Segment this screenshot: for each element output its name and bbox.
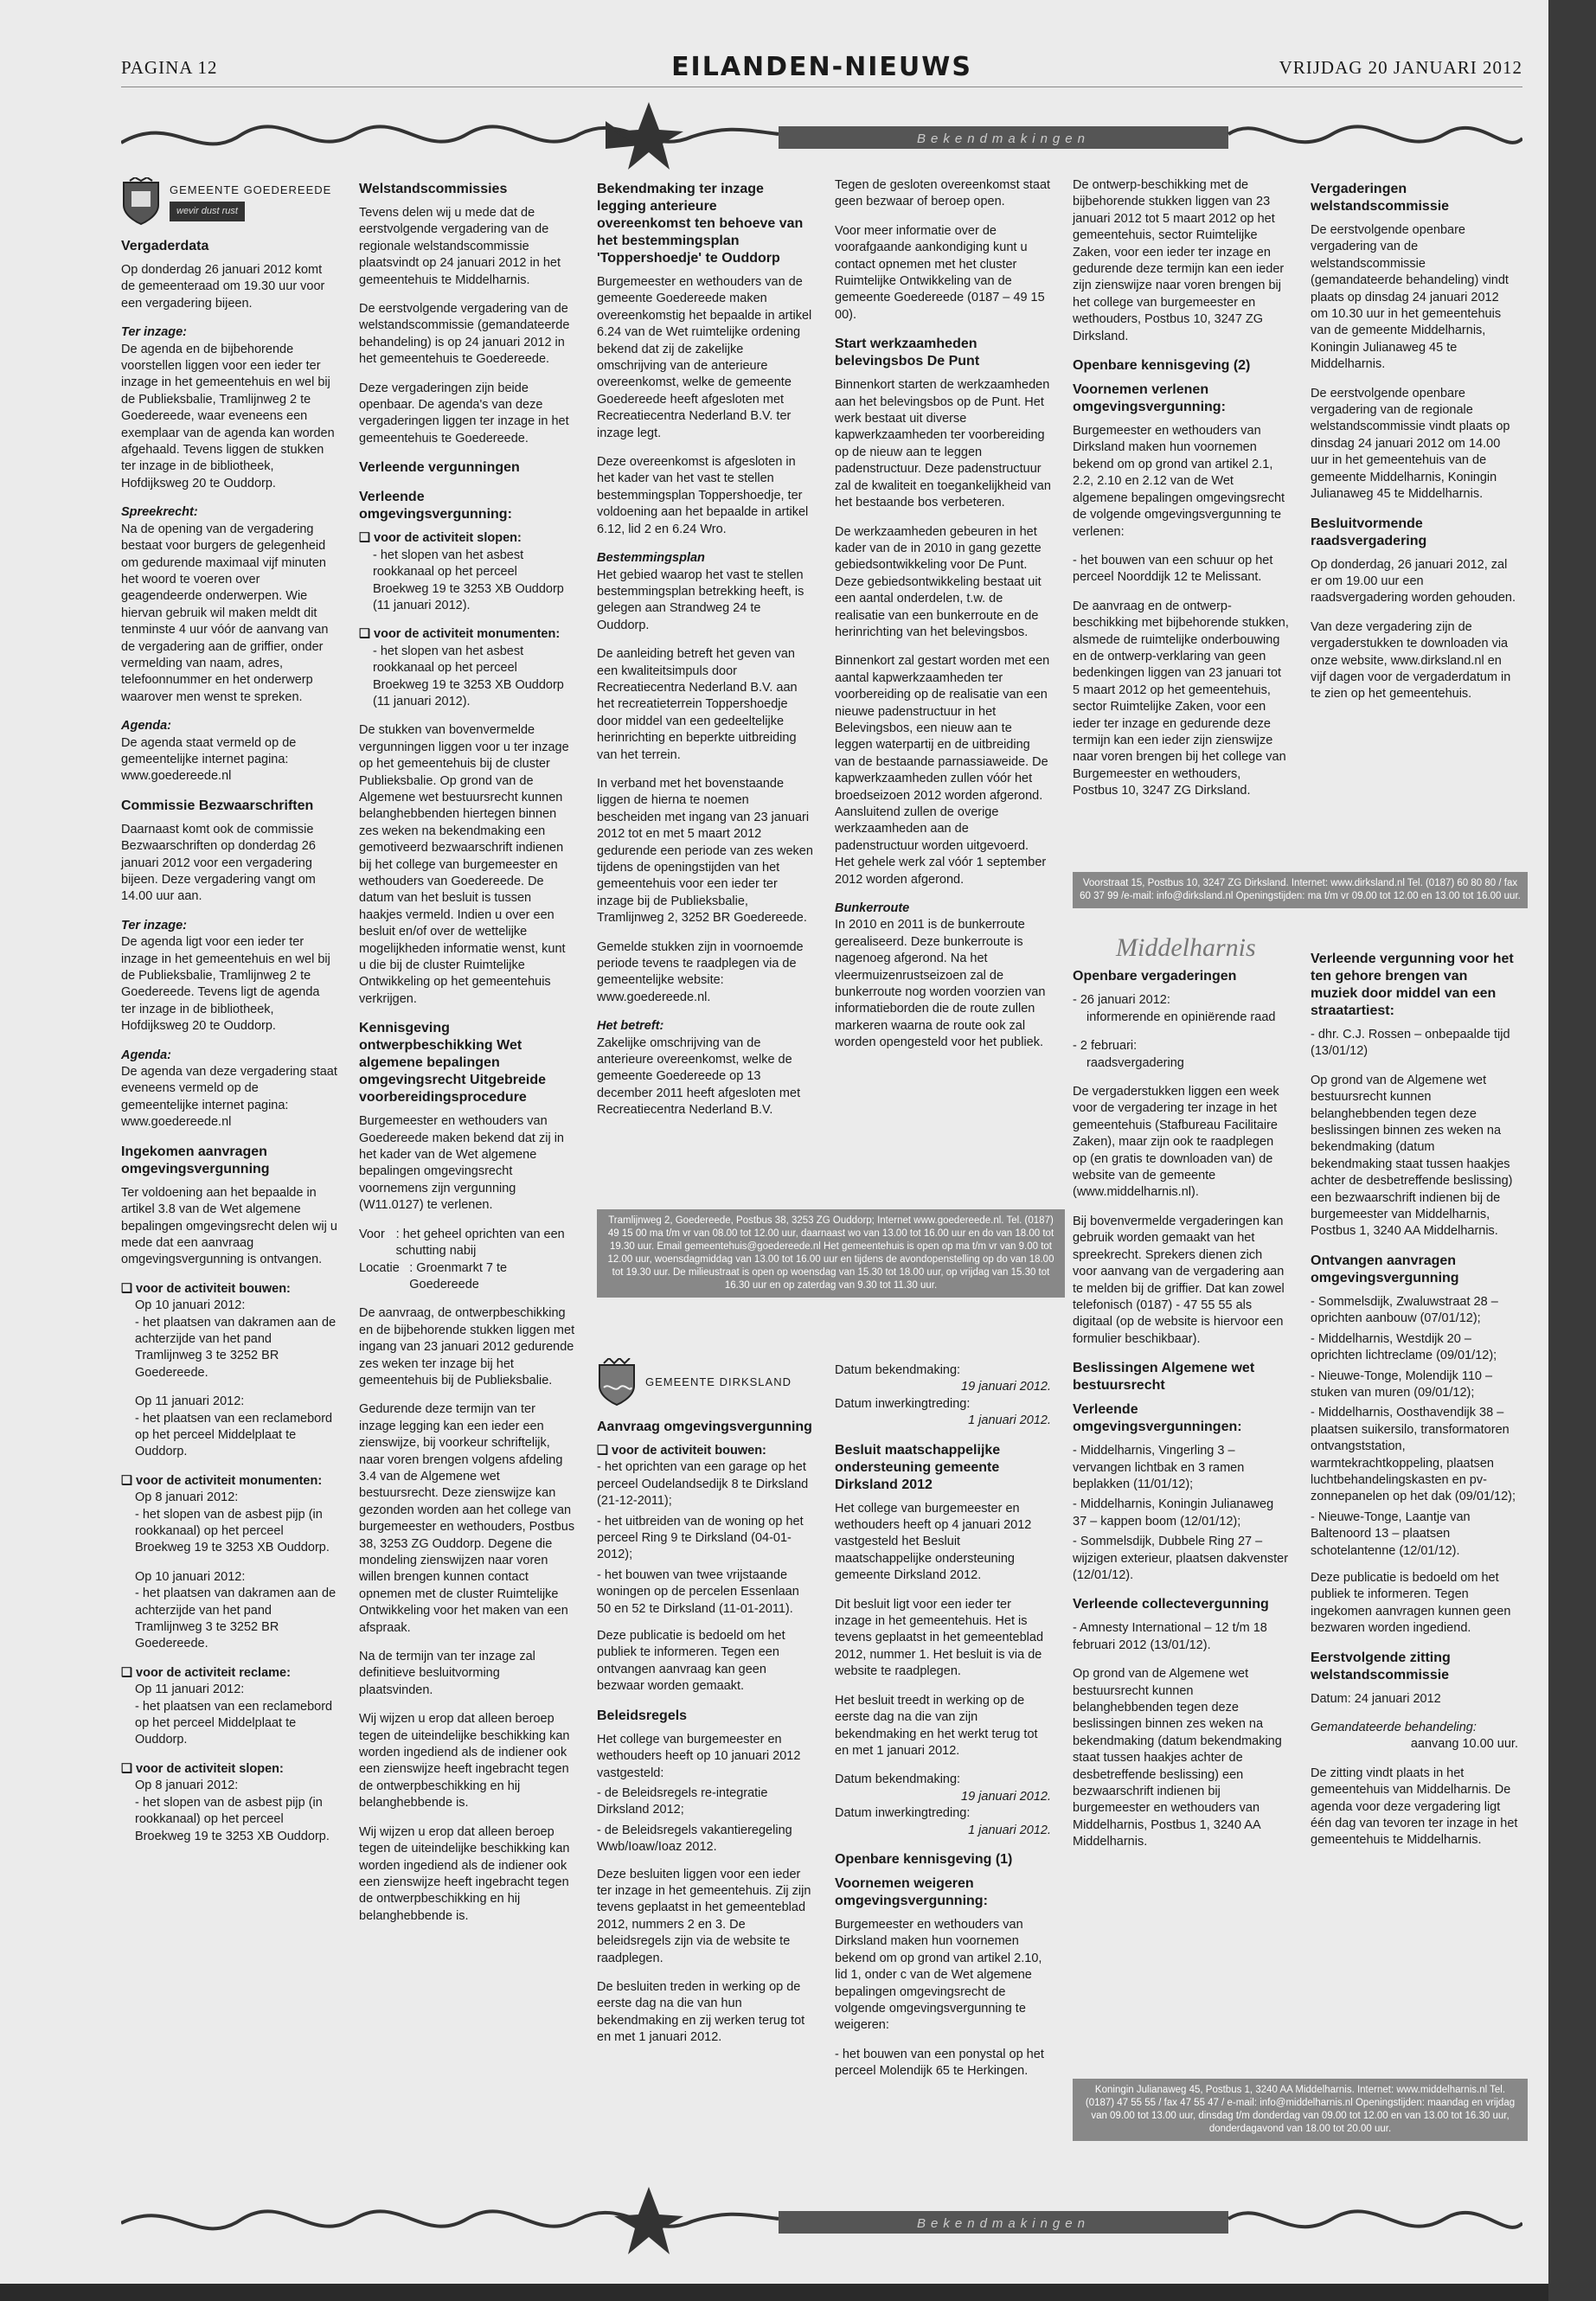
beleid-list <box>597 1785 813 1856</box>
vergaderdata-text: Op donderdag 26 januari 2012 komt de gemeenteraad om 19.30 uur voor een vergadering bijeen. <box>121 263 325 311</box>
dirksland-name: GEMEENTE DIRKSLAND <box>645 1375 792 1389</box>
bouwen-2-text: - het plaatsen van een reclamebord op het perceel Middelplaat te Ouddorp. <box>135 1411 333 1459</box>
list-item: - Middelharnis, Oosthavendijk 38 – plaatsen suikersilo, transformatoren ontvangststation, warmtekrachtkoppeling, plaatsen luchtbehandelingskasten en pv-zonnepanelen op het dak (09/01/12); <box>1311 1406 1516 1504</box>
c7-datum: Datum: 24 januari 2012 <box>1311 1691 1441 1706</box>
monumenten-1-date: Op 8 januari 2012: <box>135 1490 239 1505</box>
wave-ornament-top <box>121 95 1522 173</box>
monumenten-2-text: - het plaatsen van dakramen aan de achterzijde van het pand Tramlijnweg 3 te 3252 BR Goedereede. <box>135 1586 337 1651</box>
agenda2-heading: Agenda: <box>121 1048 171 1062</box>
ter-inzage2-heading: Ter inzage: <box>121 918 188 933</box>
page-header <box>121 52 1522 87</box>
d-p8: Burgemeester en wethouders van Dirksland maken hun voornemen bekend om op grond van artikel 2.10, lid 1, onder c van de Wet algemene bepalingen omgevingsrecht de volgende omgevingsvergunning te weigeren: <box>835 1917 1042 2033</box>
v1-date: - 26 januari 2012: <box>1073 993 1170 1008</box>
c3-p5: In verband met het bovenstaande liggen de hierna te noemen bescheiden met ingang van 23 januari 2012 tot en met 5 maart 2012 gedurende een periode van zes weken tijdens de openingstijden van het gemeentehuis voor een ieder ter inzage bij de Publieksbalie, Tramlijnweg 2, 3252 BR Goedereede. <box>597 776 813 926</box>
datum-ink2: 1 januari 2012. <box>968 1823 1051 1837</box>
kennis-p4: Na de termijn van ter inzage zal definitieve besluitvorming plaatsvinden. <box>359 1650 535 1697</box>
column-goedereede-4 <box>835 177 1051 1064</box>
collecte-text: - Amnesty International – 12 t/m 18 februari 2012 (13/01/12). <box>1073 1621 1267 1652</box>
collecte-heading: Verleende collectevergunning <box>1073 1597 1269 1612</box>
besluitvormende-heading: Besluitvormende raadsvergadering <box>1311 516 1427 548</box>
middelharnis-logo: Middelharnis <box>1116 933 1256 962</box>
commissie-text: Daarnaast komt ook de commissie Bezwaarschriften op donderdag 26 januari 2012 voor een vergadering bijeen. Deze vergadering vangt om 14.00 uur aan. <box>121 822 316 904</box>
agenda2-text: De agenda van deze vergadering staat eveneens vermeld op de gemeentelijke internet pagina: www.goedereede.nl <box>121 1065 337 1130</box>
kennis-p1: Burgemeester en wethouders van Goedereede maken bekend dat zij in het kader van de Wet algemene bepalingen omgevingsrecht voornemens zijn vergunning (W11.0127) te verlenen. <box>359 1114 564 1213</box>
welstand-p3: Deze vergaderingen zijn beide openbaar. De agenda's van deze vergaderingen liggen ter inzage in het gemeentehuis te Goedereede. <box>359 381 569 445</box>
c2-monumenten-text: - het slopen van het asbest rookkanaal op het perceel Broekweg 19 te 3253 XB Ouddorp (11 januari 2012). <box>373 644 564 708</box>
list-item: - Middelharnis, Westdijk 20 – oprichten lichtreclame (09/01/12); <box>1311 1331 1497 1363</box>
v2-date: - 2 februari: <box>1073 1039 1138 1054</box>
column-dirksland-2 <box>835 1362 1051 2093</box>
list-item: - Middelharnis, Koningin Julianaweg 37 – kappen boom (12/01/12); <box>1073 1497 1274 1529</box>
verleende-list <box>1073 1443 1289 1584</box>
list-item: - Sommelsdijk, Zwaluwstraat 28 – oprichten aanbouw (07/01/12); <box>1311 1294 1498 1326</box>
d-p7: Het besluit treedt in werking op de eerste dag na die van zijn bekendmaking en het werkt terug tot en met 1 januari 2012. <box>835 1693 1038 1758</box>
column-goedereede-2 <box>359 169 575 1937</box>
d-p4: De besluiten treden in werking op de eerste dag na die van hun bekendmaking en zij werken terug tot en met 1 januari 2012. <box>597 1979 805 2045</box>
crest-icon <box>597 1358 637 1407</box>
goedereede-contact-box: Tramlijnweg 2, Goedereede, Postbus 38, 3253 ZG Ouddorp; Internet www.goedereede.nl. Tel. (0187) 49 15 00 ma t/m vr van 08.00 tot 12.00 uur, daarnaast wo van 13.00 tot 16.00 uur en do van 18.00 tot 19.30 uur. Email gemeentehuis@goedereede.nl Het gemeentehuis is open op ma t/m vr van 9.00 tot 12.00 uur, woensdagmiddag van 13.00 tot 16.00 uur en tijdens de avondopenstelling op do van 18.00 tot 19.30 uur. De milieustraat is open op woensdag van 15.30 tot 18.00 uur, op vrijdag van 15.30 tot 16.30 uur en op zaterdag van 9.30 tot 11.30 uur. <box>597 1209 1065 1298</box>
spreekrecht-heading: Spreekrecht: <box>121 505 198 520</box>
straatartiest-text: - dhr. C.J. Rossen – onbepaalde tijd (13/01/12) <box>1311 1028 1510 1059</box>
goedereede-name: GEMEENTE GOEDEREEDE <box>170 183 332 197</box>
c2-stukken: De stukken van bovenvermelde vergunningen liggen voor u ter inzage op het gemeentehuis bij de cluster Publieksbalie. Op grond van de Algemene wet bestuursrecht kunnen belanghebbenden hiertegen binnen zes weken na bekendmaking een gemotiveerd bezwaarschrift indienen bij het college van burgemeester en wethouders van Goedereede. De datum van het besluit is tussen haakjes vermeld. Indien u over een besluit en/of over de wettelijke mogelijkheden informatie wenst, kunt u die bij de cluster Ruimtelijke Ontwikkeling op het gemeentehuis verkrijgen. <box>359 723 569 1006</box>
list-item: - Nieuwe-Tonge, Molendijk 110 – stuken van muren (09/01/12); <box>1311 1368 1493 1400</box>
agenda-text: De agenda staat vermeld op de gemeentelijke internet pagina: www.goedereede.nl <box>121 735 297 784</box>
column-goedereede-1 <box>121 177 337 1857</box>
vergaderdata-heading: Vergaderdata <box>121 239 209 253</box>
c6-p2: Burgemeester en wethouders van Dirksland maken hun voornemen bekend om op grond van artikel 2.1, 2.2, 2.10 en 2.12 van de Wet algemene bepalingen omgevingsrecht de volgende omgevingsvergunning te verlenen: <box>1073 424 1285 539</box>
masthead: EILANDEN-NIEUWS <box>671 52 972 82</box>
d-p1: Deze publicatie is bedoeld om het publiek te informeren. Tegen een ontvangen aanvraag kan geen bezwaar worden gemaakt. <box>597 1629 785 1694</box>
locatie-row <box>359 1260 575 1294</box>
list-item: - Nieuwe-Tonge, Laantje van Baltenoord 13 – plaatsen schotelantenne (12/01/12). <box>1311 1509 1471 1558</box>
dirksland-contact-box: Voorstraat 15, Postbus 10, 3247 ZG Dirksland. Internet: www.dirksland.nl Tel. (0187) 60 80 80 / fax 60 37 99 /e-mail: info@dirksland.nl Openingstijden: ma t/m vr 09.00 tot 12.00 en 13.00 tot 16.00 uur. <box>1073 872 1528 908</box>
welstand-p2: De eerstvolgende vergadering van de welstandscommissie (gemandateerde behandeling) is op 24 januari 2012 in het gemeentehuis te Goedereede. <box>359 302 570 367</box>
column-6 <box>1073 177 1289 812</box>
v2-text: raadsvergadering <box>1086 1055 1184 1070</box>
agenda-heading: Agenda: <box>121 719 171 734</box>
straatartiest-heading: Verleende vergunning voor het ten gehore brengen van muziek door middel van een straatartiest: <box>1311 952 1514 1018</box>
c4-p6: In 2010 en 2011 is de bunkerroute gerealiseerd. Deze bunkerroute is nagenoeg afgerond. Na het vleermuizenrustseizoen zal de bunkerroute nog worden voorzien van informatieborden die de route zullen markeren waarna de route ook zal worden opengesteld voor het publiek. <box>835 918 1046 1050</box>
d-p9: - het bouwen van een ponystal op het perceel Molendijk 65 te Herkingen. <box>835 2047 1044 2079</box>
d-p3: Deze besluiten liggen voor een ieder ter inzage in het gemeentehuis. Zij zijn tevens geplaatst in het gemeenteblad 2012, nummers 2 en 3. De beleidsregels zijn via de website te raadplegen. <box>597 1867 811 1965</box>
slopen-heading: ❑ voor de activiteit slopen: <box>121 1761 284 1776</box>
ter-inzage2-text: De agenda ligt voor een ieder ter inzage in het gemeentehuis en wel bij de Publieksbalie, Tramlijnweg 2 te Goedereede. Tevens ligt de agenda ter inzage in de bibliotheek, Hofdijksweg 20 te Ouddorp. <box>121 935 330 1034</box>
datum-bek2-label: Datum bekendmaking: <box>835 1772 961 1787</box>
aanvraag-heading: Aanvraag omgevingsvergunning <box>597 1420 812 1434</box>
page-edge <box>1548 0 1596 2301</box>
c3-p4: De aanleiding betreft het geven van een kwaliteitsimpuls door Recreatiecentra Nederland B.V. aan het recreatieterrein Toppershoedje door middel van een gedeeltelijke herinrichting en beperkte uitbreiding van het terrein. <box>597 647 798 762</box>
crest-icon <box>121 177 161 226</box>
list-item: - het uitbreiden van de woning op het perceel Ring 9 te Dirksland (04-01-2012); <box>597 1514 804 1562</box>
beslissingen-heading: Beslissingen Algemene wet bestuursrecht <box>1073 1361 1255 1394</box>
gemandateerde-label: Gemandateerde behandeling: <box>1311 1721 1477 1734</box>
datum-ink2-label: Datum inwerkingtreding: <box>835 1806 971 1821</box>
c3-p3: Het gebied waarop het vast te stellen bestemmingsplan betrekking heeft, is gelegen aan Strandweg 24 te Ouddorp. <box>597 567 804 632</box>
c6-p7: Op grond van de Algemene wet bestuursrecht kunnen belanghebbenden tegen deze beslissingen binnen zes weken na bekendmaking (datum bekendmaking staat tussen haakjes achter de desbetreffende beslissing) een bezwaarschrift indienen bij burgemeester en wethouders van Middelharnis, Postbus 1, 3240 AA Middelharnis. <box>1073 1667 1282 1849</box>
reclame-text: - het plaatsen van een reclamebord op het perceel Middelplaat te Ouddorp. <box>135 1699 333 1747</box>
kennis-p6: Wij wijzen u erop dat alleen beroep tegen de uiteindelijke beschikking kan worden ingediend als de indiener ook een zienswijze heeft ingebracht tegen de ontwerpbeschikking en hij belanghebbende is. <box>359 1824 570 1923</box>
kennisgeving-heading: Kennisgeving ontwerpbeschikking Wet algemene bepalingen omgevingsrecht Uitgebreide voorbereidingsprocedure <box>359 1021 547 1106</box>
column-middelharnis-3 <box>1311 939 1518 1862</box>
datum-ink-label: Datum inwerkingtreding: <box>835 1396 971 1411</box>
ontvangen-list <box>1311 1294 1518 1560</box>
banner-label: Bekendmakingen <box>917 2216 1090 2231</box>
spreekrecht-text: Na de opening van de vergadering bestaat voor burgers de gelegenheid om gedurende maximaal vijf minuten het woord te voeren over geagendeerde onderwerpen. Wie hiervan gebruik wil maken meldt dit tenminste 4 uur vóór de aanvang van de vergadering aan de griffier, onder vermelding van naam, adres, telefoonnummer en het onderwerp waarover men wenst te spreken. <box>121 522 329 704</box>
list-item: - Middelharnis, Vingerling 3 – vervangen lichtbak en 3 ramen beplakken (11/01/12); <box>1073 1444 1245 1491</box>
d-p6: Dit besluit ligt voor een ieder ter inzage in het gemeentehuis. Het is tevens geplaatst in het gemeenteblad 2012, nummer 1. Het besluit is via de website te raadplegen. <box>835 1597 1044 1679</box>
c6-p4: De aanvraag en de ontwerp-beschikking met bijbehorende stukken, alsmede de ruimtelijke onderbouwing en de ontwerp-verklaring van geen bedenkingen liggen van 23 januari tot 5 maart 2012 op het gemeentehuis, sector Ruimtelijke Zaken, voor een ieder ter inzage en gedurende deze termijn kan een ieder zijn zienswijze naar voren brengen bij het college van Burgemeester en wethouders, Postbus 10, 3247 ZG Dirksland. <box>1073 599 1289 798</box>
c4-p3: Binnenkort starten de werkzaamheden aan het belevingsbos op de Punt. Het werk bestaat uit diverse kapwerkzaamheden ter voorbereiding op de nieuw aan te leggen padenstructuur. Deze padenstructuur zal de kwaliteit en toegankelijkheid van het bestaande bos verbeteren. <box>835 378 1051 510</box>
start-heading: Start werkzaamheden belevingsbos De Punt <box>835 336 980 369</box>
top-banner <box>121 95 1522 173</box>
ingekomen-text: Ter voldoening aan het bepaalde in artikel 3.8 van de Wet algemene bepalingen omgevingsrecht delen wij u mede dat een aanvraag omgevingsvergunning is ontvangen. <box>121 1185 337 1267</box>
monumenten-1-text: - het slopen van de asbest pijp (in rookkanaal) op het perceel Broekweg 19 te 3253 XB Ouddorp. <box>135 1507 330 1555</box>
c2-slopen-text: - het slopen van het asbest rookkanaal op het perceel Broekweg 19 te 3253 XB Ouddorp (11 januari 2012). <box>373 548 564 612</box>
goedereede-logo <box>121 177 337 226</box>
welstand-vergaderingen-heading: Vergaderingen welstandscommissie <box>1311 182 1450 214</box>
c7-p3: Op donderdag, 26 januari 2012, zal er om 19.00 uur een raadsvergadering worden gehouden. <box>1311 557 1516 606</box>
goedereede-tagline: wevir dust rust <box>170 202 245 221</box>
d-p5: Het college van burgemeester en wethouders heeft op 4 januari 2012 vastgesteld het Besluit maatschappelijke ondersteuning gemeente Dirksland 2012. <box>835 1501 1032 1583</box>
c7-p6: Deze publicatie is bedoeld om het publiek te informeren. Tegen ingekomen aanvragen kunnen geen bezwaren worden ingediend. <box>1311 1570 1511 1636</box>
bouwen-2-date: Op 11 januari 2012: <box>135 1394 245 1409</box>
locatie-label: Locatie <box>359 1260 400 1275</box>
c3-p7: Zakelijke omschrijving van de anterieure overeenkomst, welke de gemeente Goedereede op 13 december 2011 heeft afgesloten met Recreatiecentra Nederland B.V. <box>597 1035 801 1118</box>
c3-p6: Gemelde stukken zijn in voornoemde periode tevens te raadplegen via de gemeentelijke website: www.goedereede.nl. <box>597 939 804 1004</box>
c4-p5: Binnenkort zal gestart worden met een aantal kapwerkzaamheden ter voorbereiding op de realisatie van een nieuwe padenstructuur in het Belevingsbos, een nieuw aan te leggen waterpartij en de uitbreiding van de bestaande parnassiaweide. De kapwerkzaamheden zullen vóór het broedseizoen 2012 worden afgerond. Aansluitend zullen de overige werkzaamheden aan de padenstructuur worden uitgevoerd. Het gehele werk zal vóór 1 september 2012 worden afgerond. <box>835 654 1050 887</box>
c6-p6: Bij bovenvermelde vergaderingen kan gebruik worden gemaakt van het spreekrecht. Sprekers dienen zich voor aanvang van de vergadering aan te melden bij de griffier. Dat kan zowel telefonisch (0187) - 47 55 55 als digitaal (op de website is hiervoor een formulier beschikbaar). <box>1073 1214 1285 1346</box>
c6-p5: De vergaderstukken liggen een week voor de vergadering ter inzage in het gemeentehuis (Stafbureau Facilitaire Zaken), maar zijn ook te raadplegen op (en gratis te downloaden van) de website van de gemeente (www.middelharnis.nl). <box>1073 1085 1279 1200</box>
d-bouwen-heading: ❑ voor de activiteit bouwen: <box>597 1444 766 1458</box>
column-goedereede-3 <box>597 169 813 1131</box>
d-bouwen-list <box>597 1459 813 1618</box>
monumenten-heading: ❑ voor de activiteit monumenten: <box>121 1473 323 1488</box>
betreft-heading: Het betreft: <box>597 1019 664 1034</box>
issue-date: VRIJDAG 20 JANUARI 2012 <box>1279 57 1522 78</box>
ingekomen-heading: Ingekomen aanvragen omgevingsvergunning <box>121 1144 270 1176</box>
monumenten-2-date: Op 10 januari 2012: <box>135 1569 246 1584</box>
c7-p1: De eerstvolgende openbare vergadering van de welstandscommissie (gemandateerde behandeling) vindt plaats op dinsdag 24 januari 2012 om 10.30 uur in het gemeentehuis van de gemeente Middelharnis, Koningin Julianaweg 45 te Middelharnis. <box>1311 223 1509 372</box>
voor-row <box>359 1227 575 1260</box>
commissie-heading: Commissie Bezwaarschriften <box>121 798 314 813</box>
voor-value: : het geheel oprichten van een schutting nabij <box>395 1227 565 1259</box>
banner-label: Bekendmakingen <box>917 131 1090 146</box>
dirksland-logo <box>597 1358 813 1407</box>
voornemen-verlenen-heading: Voornemen verlenen omgevingsvergunning: <box>1073 382 1226 415</box>
c6-p1: De ontwerp-beschikking met de bijbehorende stukken liggen van 23 januari 2012 tot 5 maart 2012 op het gemeentehuis, sector Ruimtelijke Zaken, voor een ieder ter inzage en gedurende deze termijn kan een ieder zijn zienswijze naar voren brengen bij het college van burgemeester en wethouders, Postbus 10, 3247 ZG Dirksland. <box>1073 178 1285 343</box>
bouwen-heading: ❑ voor de activiteit bouwen: <box>121 1281 291 1296</box>
wave-ornament-bottom <box>121 2180 1522 2258</box>
c2-monumenten-heading: ❑ voor de activiteit monumenten: <box>359 627 561 642</box>
c4-p4: De werkzaamheden gebeuren in het kader van de in 2010 in gang gezette gebiedsontwikkeling voor De Punt. Deze gebiedsontwikkeling bestaat uit een aantal onderdelen, t.w. de realisatie van een bunkerroute en de herinrichting van het belevingsbos. <box>835 524 1042 639</box>
c7-p5: Op grond van de Algemene wet bestuursrecht kunnen belanghebbenden tegen deze beslissingen binnen zes weken na bekendmaking (datum bekendmaking staat tussen haakjes achter de desbetreffende beslissing) een bezwaarschrift indienen bij de burgemeester van Middelharnis, Postbus 1, 3240 AA Middelharnis. <box>1311 1073 1513 1239</box>
datum-ink: 1 januari 2012. <box>968 1413 1051 1428</box>
welstand-p1: Tevens delen wij u mede dat de eerstvolgende vergadering van de regionale welstandscommissie plaatsvindt op 24 januari 2012 in het gemeentehuis te Middelharnis. <box>359 206 561 287</box>
list-item: - Sommelsdijk, Dubbele Ring 27 – wijzigen exterieur, plaatsen dakvenster (12/01/12). <box>1073 1535 1289 1582</box>
c7-p7: De zitting vindt plaats in het gemeentehuis van Middelharnis. De agenda voor deze vergadering ligt één dag van tevoren ter inzage in het gemeentehuis te Middelharnis. <box>1311 1766 1518 1848</box>
beleidsregels-heading: Beleidsregels <box>597 1708 688 1723</box>
reclame-date: Op 11 januari 2012: <box>135 1682 245 1697</box>
verleende-sub: Verleende omgevingsvergunning: <box>359 490 512 522</box>
reclame-heading: ❑ voor de activiteit reclame: <box>121 1665 291 1680</box>
v1-text: informerende en opiniërende raad <box>1086 1009 1276 1024</box>
datum-bek2: 19 januari 2012. <box>961 1789 1051 1804</box>
kennis-p5: Wij wijzen u erop dat alleen beroep tegen de uiteindelijke beschikking kan worden ingediend als de indiener ook een zienswijze heeft ingebracht tegen de ontwerpbeschikking en hij belanghebbende is. <box>359 1712 570 1811</box>
c7-p4: Van deze vergadering zijn de vergaderstukken te downloaden via onze website, www.dirksland.nl en vijf dagen voor de vergaderdatum in te zien op het gemeentehuis. <box>1311 619 1511 702</box>
list-item: - de Beleidsregels re-integratie Dirksland 2012; <box>597 1785 768 1817</box>
ontvangen-heading: Ontvangen aanvragen omgevingsvergunning <box>1311 1253 1459 1285</box>
bunkerroute-heading: Bunkerroute <box>835 901 910 916</box>
ter-inzage-text: De agenda en de bijbehorende voorstellen liggen voor een ieder ter inzage in het gemeentehuis en wel bij de Publieksbalie, Tramlijnweg 2 te Goedereede, waar eveneens een exemplaar van de agenda kan worden afgehaald. Tevens liggen de stukken ter inzage in de bibliotheek, Hofdijksweg 20 te Ouddorp. <box>121 342 335 490</box>
c2-slopen-heading: ❑ voor de activiteit slopen: <box>359 531 522 546</box>
middelharnis-contact-box: Koningin Julianaweg 45, Postbus 1, 3240 AA Middelharnis. Internet: www.middelharnis.nl Tel. (0187) 47 55 55 / fax 47 55 47 / e-mail: info@middelharnis.nl Openingstijden: maandag en vrijdag van 09.00 tot 13.00 uur, dinsdag t/m donderdag van 09.00 tot 12.00 en van 13.00 tot 16.30 uur, donderdagavond van 18.00 tot 20.00 uur. <box>1073 2079 1528 2141</box>
column-dirksland-1 <box>597 1358 813 2059</box>
kennisgeving2-heading: Openbare kennisgeving (2) <box>1073 358 1251 374</box>
bestemmingsplan-heading: Bestemmingsplan <box>597 551 705 566</box>
gemandateerde-time: aanvang 10.00 uur. <box>1410 1737 1518 1752</box>
c6-p3: - het bouwen van een schuur op het perceel Noorddijk 12 te Melissant. <box>1073 553 1273 585</box>
slopen-date: Op 8 januari 2012: <box>135 1779 239 1793</box>
kennis-p3: Gedurende deze termijn van ter inzage legging kan een ieder een zienswijze, bij voorkeur schriftelijk, naar voren brengen volgens afdeling 3.4 van de Algemene wet bestuursrecht. Deze zienswijze kan gezonden worden aan het college van burgemeester en wethouders, Postbus 38, 3253 ZG Ouddorp. Degene die mondeling zienswijzen naar voren willen brengen kunnen contact opnemen met de cluster Ruimtelijke Ontwikkeling voor het maken van een afspraak. <box>359 1402 575 1635</box>
locatie-value: : Groenmarkt 7 te Goedereede <box>409 1260 508 1292</box>
c4-p1: Tegen de gesloten overeenkomst staat geen bezwaar of beroep open. <box>835 178 1051 209</box>
kennisgeving1-heading: Openbare kennisgeving (1) <box>835 1851 1013 1867</box>
c7-p2: De eerstvolgende openbare vergadering van de regionale welstandscommissie vindt plaats op dinsdag 24 januari 2012 om 14.00 uur in het gemeentehuis van de gemeente Middelharnis, Koningin Julianaweg 45 te Middelharnis. <box>1311 386 1510 502</box>
bottom-banner <box>121 2180 1522 2258</box>
list-item: - het oprichten van een garage op het perceel Oudelandsedijk 8 te Dirksland (21-12-2011); <box>597 1460 809 1509</box>
c4-p2: Voor meer informatie over de voorafgaande aankondiging kunt u contact opnemen met het cluster Ruimtelijke Ontwikkeling van de gemeente Goedereede (0187 – 49 15 00). <box>835 223 1045 322</box>
ter-inzage-heading: Ter inzage: <box>121 325 188 340</box>
slopen-text: - het slopen van de asbest pijp (in rookkanaal) op het perceel Broekweg 19 te 3253 XB Ouddorp. <box>135 1795 330 1843</box>
besluit-heading: Besluit maatschappelijke ondersteuning gemeente Dirksland 2012 <box>835 1442 1001 1492</box>
voor-label: Voor <box>359 1227 385 1241</box>
d-p2: Het college van burgemeester en wethouders heeft op 10 januari 2012 vastgesteld: <box>597 1732 801 1780</box>
datum-bek: 19 januari 2012. <box>961 1380 1051 1394</box>
datum-bek-label: Datum bekendmaking: <box>835 1363 961 1377</box>
welstand-heading: Welstandscommissies <box>359 182 508 196</box>
c3-p2: Deze overeenkomst is afgesloten in het kader van het vast te stellen bestemmingsplan Toppershoedje, ter voldoening aan het bepaalde in artikel 6.12, lid 2 en 6.24 Wro. <box>597 455 809 536</box>
toppershoedje-heading: Bekendmaking ter inzage legging anterieure overeenkomst ten behoeve van het bestemmingsplan 'Toppershoedje' te Ouddorp <box>597 182 804 266</box>
voornemen-weigeren-heading: Voornemen weigeren omgevingsvergunning: <box>835 1875 988 1908</box>
kennis-p2: De aanvraag, de ontwerpbeschikking en de bijbehorende stukken liggen met ingang van 23 januari 2012 gedurende zes weken ter inzage bij het gemeentehuis bij de Publieksbalie. <box>359 1306 575 1388</box>
bouwen-1-date: Op 10 januari 2012: <box>135 1298 246 1313</box>
bouwen-1-text: - het plaatsen van dakramen aan de achterzijde van het pand Tramlijnweg 3 te 3252 BR Goedereede. <box>135 1315 337 1380</box>
page-number: PAGINA 12 <box>121 57 218 78</box>
eerstvolgende-heading: Eerstvolgende zitting welstandscommissie <box>1311 1650 1451 1682</box>
verleende-heading: Verleende vergunningen <box>359 460 520 476</box>
c3-p1: Burgemeester en wethouders van de gemeente Goedereede maken overeenkomstig het bepaalde in artikel 6.24 van de Wet ruimtelijke ordening bekend dat zij de zakelijke omschrijving van de anterieure overeenkomst, welke de gemeente Goedereede heeft afgesloten met Recreatiecentra Nederland B.V. ter inzage legt. <box>597 275 812 440</box>
verleende-omgevingsvergunningen-heading: Verleende omgevingsvergunningen: <box>1073 1402 1242 1435</box>
openbare-vergaderingen-heading: Openbare vergaderingen <box>1073 969 1237 984</box>
column-middelharnis-1 <box>1073 926 1289 1863</box>
list-item: - de Beleidsregels vakantieregeling Wwb/Ioaw/Ioaz 2012. <box>597 1823 792 1855</box>
list-item: - het bouwen van twee vrijstaande woningen op de percelen Essenlaan 50 en 52 te Dirksland (11-01-2011). <box>597 1567 799 1616</box>
column-middelharnis-2 <box>1311 169 1518 715</box>
